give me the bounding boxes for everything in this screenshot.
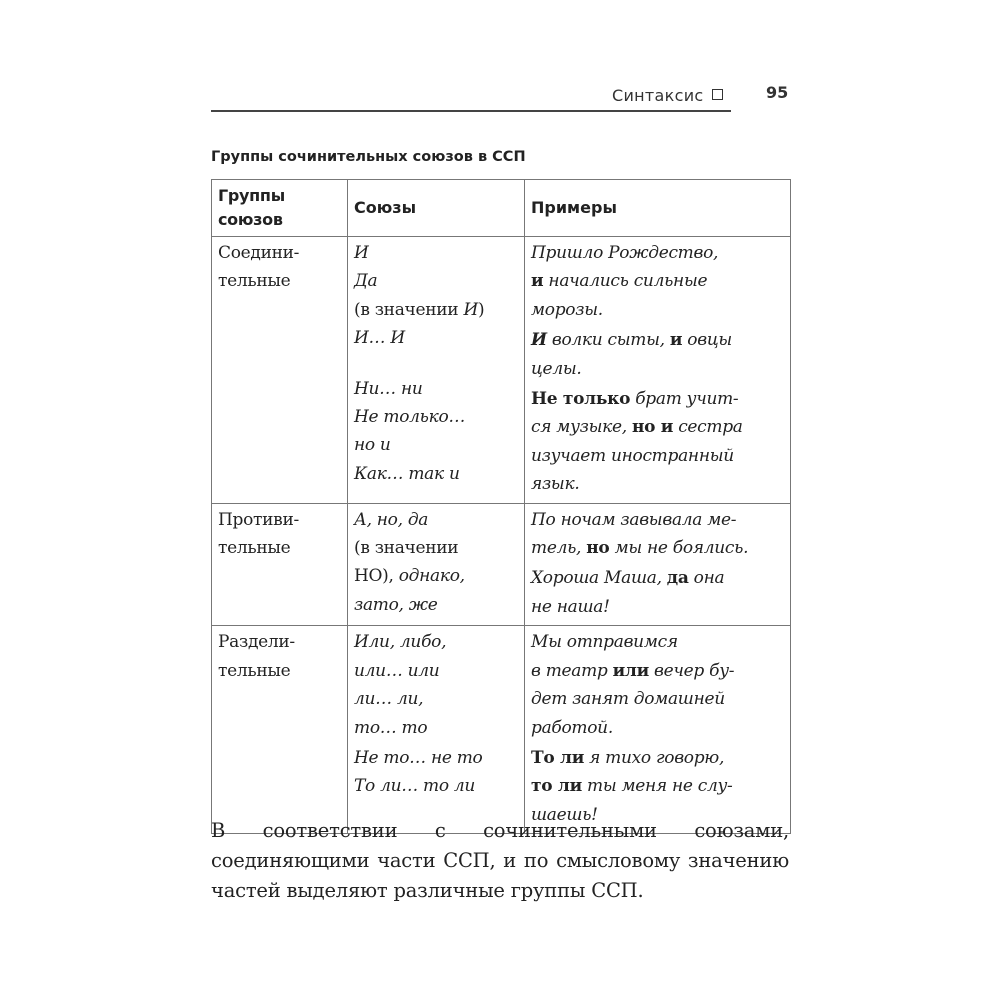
text-segment: мы не боялись. xyxy=(609,538,749,559)
text-segment: шаешь! xyxy=(531,804,598,825)
text-segment: я тихо говорю, xyxy=(584,747,725,768)
text-segment: в театр xyxy=(531,660,613,681)
header-line: союзов xyxy=(218,210,283,229)
text-line xyxy=(531,239,784,267)
text-line xyxy=(354,403,518,431)
line-group xyxy=(531,239,784,324)
text-line xyxy=(354,506,518,534)
text-line xyxy=(531,744,784,772)
text-segment: И xyxy=(463,299,478,320)
bold-text: или xyxy=(612,660,649,681)
text-line xyxy=(531,355,784,383)
column-header-conjunctions: Союзы xyxy=(348,180,525,237)
line-group xyxy=(531,506,784,563)
text-segment: (в значении xyxy=(354,299,464,320)
line-group xyxy=(354,506,518,620)
text-segment: не наша! xyxy=(531,596,610,617)
group-name-line: тельные xyxy=(218,660,291,681)
text-segment: сестра xyxy=(673,417,743,438)
text-line xyxy=(531,296,784,324)
text-segment: Хороша Маша, xyxy=(531,568,667,589)
square-bullet-icon xyxy=(712,89,723,100)
group-name-line: тельные xyxy=(218,538,291,559)
text-line xyxy=(354,685,518,713)
text-line xyxy=(531,628,784,656)
line-group xyxy=(531,385,784,499)
text-line xyxy=(531,267,784,295)
text-segment: То ли… то ли xyxy=(354,776,476,797)
text-line xyxy=(354,628,518,656)
text-line xyxy=(354,324,518,352)
text-line xyxy=(531,534,784,562)
table-row xyxy=(212,626,791,834)
text-segment: волки сыты, xyxy=(546,330,670,351)
group-name-line: Раздели- xyxy=(218,632,295,653)
body-paragraph: В соответствии с сочинительными союзами, соединяющими части ССП, и по смысловому значению частей выделяют различные группы ССП. xyxy=(211,819,789,902)
bold-text: да xyxy=(666,568,689,589)
text-segment: Да xyxy=(354,271,378,292)
text-line xyxy=(354,534,518,562)
text-line xyxy=(354,460,518,488)
bold-text: Не только xyxy=(531,389,631,410)
text-line xyxy=(531,326,784,354)
text-line xyxy=(354,714,518,742)
text-segment: ли… ли, xyxy=(354,689,424,710)
text-segment: то… то xyxy=(354,717,428,738)
header-rule xyxy=(211,110,731,112)
text-line xyxy=(531,685,784,713)
text-segment: Или, либо, xyxy=(354,632,447,653)
text-line xyxy=(531,506,784,534)
examples-cell xyxy=(525,503,791,626)
text-segment: овцы xyxy=(682,330,732,351)
text-segment: ты меня не слу- xyxy=(581,776,733,797)
text-line xyxy=(531,413,784,441)
text-line xyxy=(531,593,784,621)
text-segment: дет занят домашней xyxy=(531,689,725,710)
conjunctions-cell xyxy=(348,503,525,626)
header-line: Группы xyxy=(218,186,285,205)
text-segment: По ночам завывала ме- xyxy=(531,509,737,530)
text-line xyxy=(531,772,784,800)
text-segment: Не только… xyxy=(354,407,466,428)
text-line xyxy=(354,239,518,267)
table-header-row xyxy=(212,180,791,237)
text-segment: ) xyxy=(477,299,485,320)
text-segment: морозы. xyxy=(531,299,603,320)
conjunctions-cell xyxy=(348,626,525,834)
group-name-line: тельные xyxy=(218,271,291,292)
text-segment: НО), xyxy=(354,566,399,587)
group-name-cell xyxy=(212,503,348,626)
text-segment: А, но, да xyxy=(354,509,429,530)
text-segment: она xyxy=(688,568,725,589)
bold-text: то ли xyxy=(531,776,582,797)
text-line xyxy=(354,267,518,295)
bold-text: но xyxy=(586,538,610,559)
text-segment: зато, же xyxy=(354,594,438,615)
group-name-cell xyxy=(212,237,348,504)
line-group xyxy=(354,375,518,489)
text-segment: работой. xyxy=(531,717,613,738)
group-name-cell xyxy=(212,626,348,834)
line-group xyxy=(531,628,784,742)
text-segment: язык. xyxy=(531,474,580,495)
text-line xyxy=(354,657,518,685)
line-group xyxy=(531,564,784,621)
column-header-groups xyxy=(212,180,348,237)
text-segment: ся музыке, xyxy=(531,417,632,438)
text-segment: но и xyxy=(354,435,391,456)
group-name-line: Соедини- xyxy=(218,243,300,263)
text-segment: вечер бу- xyxy=(648,660,735,681)
text-segment: или… или xyxy=(354,660,440,681)
text-segment: изучает иностранный xyxy=(531,445,734,466)
text-segment: тель, xyxy=(531,538,587,559)
text-line xyxy=(354,431,518,459)
bold-text: и xyxy=(531,271,544,292)
conjunctions-table xyxy=(211,179,791,834)
text-segment: И… И xyxy=(354,328,405,349)
text-line xyxy=(531,564,784,592)
bold-text: И xyxy=(531,330,547,351)
bold-text: То ли xyxy=(531,747,585,768)
examples-cell xyxy=(525,237,791,504)
group-name-line: Противи- xyxy=(218,509,299,530)
page-number: 95 xyxy=(766,83,789,102)
text-line xyxy=(354,591,518,619)
text-line xyxy=(531,442,784,470)
text-line xyxy=(354,772,518,800)
text-segment: (в значении xyxy=(354,538,459,559)
text-line xyxy=(354,562,518,590)
column-header-examples: Примеры xyxy=(525,180,791,237)
text-segment: Не то… не то xyxy=(354,747,483,768)
text-segment: брат учит- xyxy=(630,389,739,410)
text-segment: Пришло Рождество, xyxy=(531,243,719,263)
running-head xyxy=(612,86,723,105)
text-line xyxy=(354,296,518,324)
line-group xyxy=(354,744,518,801)
line-group xyxy=(354,628,518,742)
bold-text: но и xyxy=(631,417,674,438)
text-line xyxy=(531,385,784,413)
line-group xyxy=(531,326,784,383)
text-line xyxy=(531,714,784,742)
text-segment: Мы отправимся xyxy=(531,632,678,653)
line-group xyxy=(354,239,518,353)
text-line xyxy=(354,375,518,403)
text-line xyxy=(531,470,784,498)
text-line xyxy=(531,657,784,685)
text-segment: целы. xyxy=(531,358,582,379)
text-segment: Ни… ни xyxy=(354,378,423,399)
text-segment: Как… так и xyxy=(354,463,460,484)
text-segment: однако, xyxy=(398,566,465,587)
conjunctions-cell xyxy=(348,237,525,504)
bold-text: и xyxy=(669,330,683,351)
table-title: Группы сочинительных союзов в ССП xyxy=(211,149,526,165)
text-line xyxy=(354,744,518,772)
section-title: Синтаксис xyxy=(612,86,704,105)
text-segment: И xyxy=(354,243,369,263)
table-row xyxy=(212,503,791,626)
table-row xyxy=(212,237,791,504)
text-segment: начались сильные xyxy=(543,271,708,292)
examples-cell xyxy=(525,626,791,834)
